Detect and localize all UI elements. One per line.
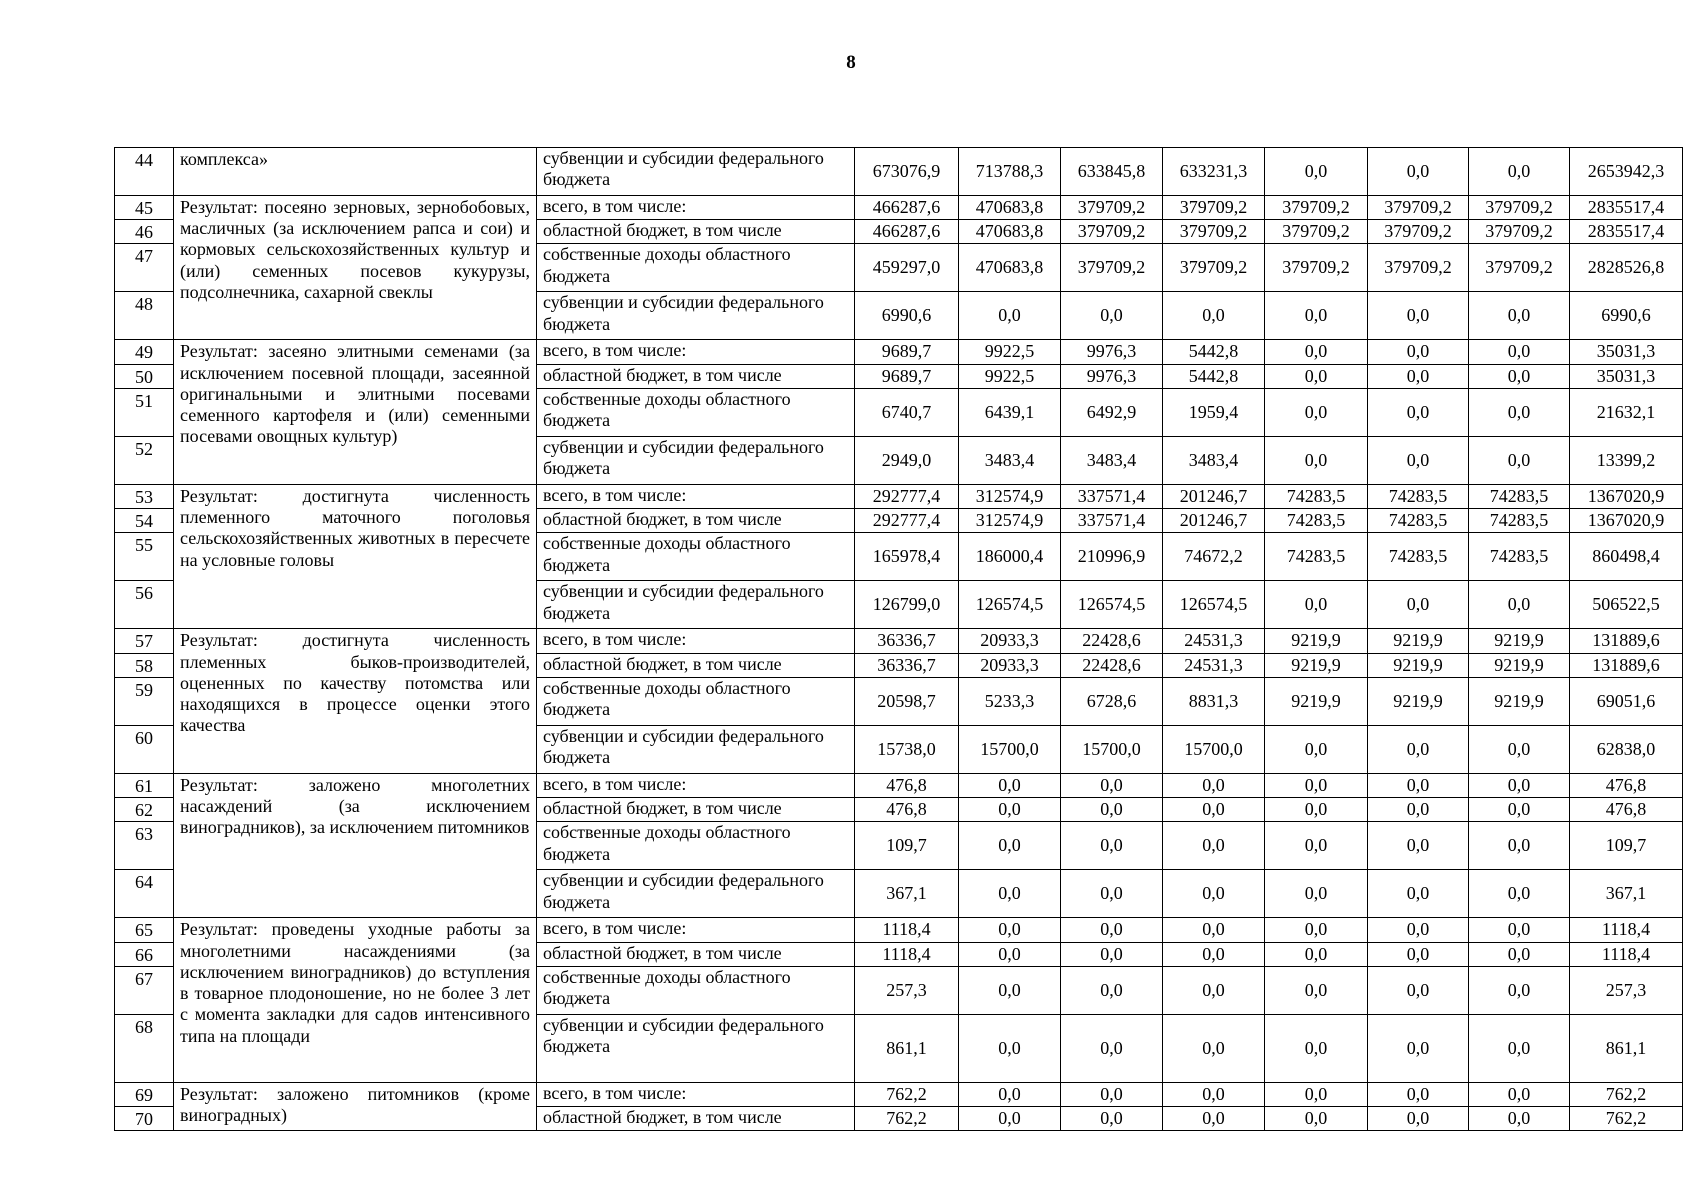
year-value: 74283,5: [1469, 533, 1570, 581]
year-value: 0,0: [959, 918, 1061, 942]
total-value: 860498,4: [1570, 533, 1683, 581]
year-value: 0,0: [1163, 1014, 1265, 1082]
year-value: 673076,9: [855, 148, 959, 196]
total-value: 1367020,9: [1570, 484, 1683, 508]
year-value: 6492,9: [1061, 388, 1163, 436]
year-value: 15700,0: [1163, 725, 1265, 773]
year-value: 3483,4: [959, 436, 1061, 484]
year-value: 9219,9: [1469, 629, 1570, 653]
funding-source: областной бюджет, в том числе: [537, 653, 855, 677]
year-value: 379709,2: [1469, 196, 1570, 220]
year-value: 0,0: [1265, 966, 1368, 1014]
year-value: 0,0: [1469, 1014, 1570, 1082]
total-value: 109,7: [1570, 822, 1683, 870]
total-value: 35031,3: [1570, 364, 1683, 388]
total-value: 762,2: [1570, 1107, 1683, 1131]
year-value: 466287,6: [855, 196, 959, 220]
year-value: 9922,5: [959, 340, 1061, 364]
year-value: 0,0: [1368, 725, 1469, 773]
year-value: 1959,4: [1163, 388, 1265, 436]
year-value: 0,0: [1469, 822, 1570, 870]
funding-source: собственные доходы областного бюджета: [537, 822, 855, 870]
year-value: 337571,4: [1061, 484, 1163, 508]
funding-source: областной бюджет, в том числе: [537, 364, 855, 388]
year-value: 0,0: [1265, 436, 1368, 484]
year-value: 9689,7: [855, 340, 959, 364]
row-number: 62: [115, 798, 174, 822]
year-value: 74283,5: [1265, 509, 1368, 533]
total-value: 2835517,4: [1570, 220, 1683, 244]
row-number: 54: [115, 509, 174, 533]
funding-source: субвенции и субсидии федерального бюджета: [537, 581, 855, 629]
year-value: 1118,4: [855, 918, 959, 942]
funding-source: всего, в том числе:: [537, 196, 855, 220]
year-value: 0,0: [1265, 340, 1368, 364]
row-number: 60: [115, 725, 174, 773]
year-value: 633231,3: [1163, 148, 1265, 196]
year-value: 0,0: [959, 773, 1061, 797]
funding-source: субвенции и субсидии федерального бюджета: [537, 148, 855, 196]
total-value: 13399,2: [1570, 436, 1683, 484]
funding-source: субвенции и субсидии федерального бюджета: [537, 1014, 855, 1082]
year-value: 74283,5: [1469, 509, 1570, 533]
total-value: 62838,0: [1570, 725, 1683, 773]
year-value: 0,0: [1368, 798, 1469, 822]
year-value: 0,0: [1469, 773, 1570, 797]
year-value: 466287,6: [855, 220, 959, 244]
year-value: 470683,8: [959, 244, 1061, 292]
year-value: 0,0: [1469, 148, 1570, 196]
year-value: 0,0: [959, 1082, 1061, 1106]
year-value: 0,0: [1061, 1082, 1163, 1106]
row-number: 56: [115, 581, 174, 629]
year-value: 0,0: [1061, 292, 1163, 340]
year-value: 15700,0: [1061, 725, 1163, 773]
year-value: 861,1: [855, 1014, 959, 1082]
year-value: 0,0: [1368, 1014, 1469, 1082]
total-value: 762,2: [1570, 1082, 1683, 1106]
table-row: [115, 1082, 1683, 1106]
row-number: 69: [115, 1082, 174, 1106]
result-description: Результат: заложено питомников (кроме виноградных): [174, 1082, 537, 1130]
row-number: 46: [115, 220, 174, 244]
year-value: 0,0: [1469, 870, 1570, 918]
year-value: 0,0: [1061, 798, 1163, 822]
total-value: 131889,6: [1570, 629, 1683, 653]
year-value: 0,0: [1163, 942, 1265, 966]
year-value: 257,3: [855, 966, 959, 1014]
year-value: 0,0: [1163, 773, 1265, 797]
year-value: 367,1: [855, 870, 959, 918]
row-number: 45: [115, 196, 174, 220]
year-value: 379709,2: [1163, 196, 1265, 220]
year-value: 0,0: [959, 292, 1061, 340]
year-value: 0,0: [1368, 822, 1469, 870]
year-value: 0,0: [1265, 1082, 1368, 1106]
year-value: 292777,4: [855, 509, 959, 533]
year-value: 0,0: [1265, 364, 1368, 388]
row-number: 66: [115, 942, 174, 966]
funding-source: областной бюджет, в том числе: [537, 798, 855, 822]
year-value: 126574,5: [959, 581, 1061, 629]
year-value: 0,0: [1368, 436, 1469, 484]
year-value: 312574,9: [959, 509, 1061, 533]
year-value: 379709,2: [1368, 220, 1469, 244]
table-row: [115, 148, 1683, 196]
row-number: 47: [115, 244, 174, 292]
year-value: 3483,4: [1163, 436, 1265, 484]
year-value: 9976,3: [1061, 340, 1163, 364]
year-value: 201246,7: [1163, 484, 1265, 508]
year-value: 379709,2: [1265, 244, 1368, 292]
table-row: [115, 196, 1683, 220]
result-description: Результат: достигнута численность племенного маточного поголовья сельскохозяйственных животных в пересчете на условные головы: [174, 484, 537, 628]
funding-source: собственные доходы областного бюджета: [537, 966, 855, 1014]
funding-source: областной бюджет, в том числе: [537, 220, 855, 244]
year-value: 74283,5: [1265, 533, 1368, 581]
year-value: 0,0: [1265, 292, 1368, 340]
year-value: 0,0: [1061, 773, 1163, 797]
year-value: 0,0: [1061, 1107, 1163, 1131]
row-number: 68: [115, 1014, 174, 1082]
table-row: [115, 773, 1683, 797]
year-value: 379709,2: [1061, 244, 1163, 292]
year-value: 24531,3: [1163, 653, 1265, 677]
row-number: 49: [115, 340, 174, 364]
result-description: Результат: проведены уходные работы за многолетними насаждениями (за исключением виноградников) до вступления в товарное плодоношение, но не более 3 лет с момента закладки для садов интенсивного типа на площади: [174, 918, 537, 1082]
year-value: 1118,4: [855, 942, 959, 966]
year-value: 74283,5: [1265, 484, 1368, 508]
year-value: 0,0: [1368, 966, 1469, 1014]
year-value: 9689,7: [855, 364, 959, 388]
budget-table: [114, 147, 1683, 1131]
year-value: 5442,8: [1163, 364, 1265, 388]
year-value: 0,0: [1163, 1107, 1265, 1131]
year-value: 5233,3: [959, 677, 1061, 725]
funding-source: всего, в том числе:: [537, 1082, 855, 1106]
year-value: 74283,5: [1368, 484, 1469, 508]
year-value: 9219,9: [1368, 677, 1469, 725]
year-value: 0,0: [1265, 1107, 1368, 1131]
total-value: 21632,1: [1570, 388, 1683, 436]
funding-source: областной бюджет, в том числе: [537, 509, 855, 533]
year-value: 0,0: [1265, 942, 1368, 966]
row-number: 53: [115, 484, 174, 508]
total-value: 6990,6: [1570, 292, 1683, 340]
year-value: 0,0: [1368, 870, 1469, 918]
funding-source: собственные доходы областного бюджета: [537, 677, 855, 725]
row-number: 65: [115, 918, 174, 942]
year-value: 0,0: [1061, 870, 1163, 918]
year-value: 0,0: [1061, 966, 1163, 1014]
year-value: 0,0: [1469, 436, 1570, 484]
year-value: 3483,4: [1061, 436, 1163, 484]
year-value: 9219,9: [1368, 653, 1469, 677]
year-value: 0,0: [959, 870, 1061, 918]
year-value: 186000,4: [959, 533, 1061, 581]
year-value: 0,0: [1368, 773, 1469, 797]
year-value: 15700,0: [959, 725, 1061, 773]
row-number: 57: [115, 629, 174, 653]
year-value: 210996,9: [1061, 533, 1163, 581]
total-value: 131889,6: [1570, 653, 1683, 677]
year-value: 0,0: [1469, 292, 1570, 340]
total-value: 506522,5: [1570, 581, 1683, 629]
year-value: 0,0: [959, 822, 1061, 870]
total-value: 2828526,8: [1570, 244, 1683, 292]
year-value: 0,0: [1163, 918, 1265, 942]
table-row: [115, 484, 1683, 508]
year-value: 476,8: [855, 773, 959, 797]
year-value: 0,0: [1368, 1082, 1469, 1106]
year-value: 6439,1: [959, 388, 1061, 436]
year-value: 0,0: [959, 966, 1061, 1014]
row-number: 59: [115, 677, 174, 725]
row-number: 44: [115, 148, 174, 196]
year-value: 0,0: [1163, 870, 1265, 918]
year-value: 20598,7: [855, 677, 959, 725]
year-value: 379709,2: [1368, 244, 1469, 292]
year-value: 0,0: [1469, 725, 1570, 773]
year-value: 0,0: [959, 1014, 1061, 1082]
total-value: 476,8: [1570, 798, 1683, 822]
year-value: 126574,5: [1163, 581, 1265, 629]
funding-source: областной бюджет, в том числе: [537, 1107, 855, 1131]
year-value: 20933,3: [959, 629, 1061, 653]
result-description: Результат: засеяно элитными семенами (за исключением посевной площади, засеянной оригинальными и элитными посевами семенного картофеля и (или) семенными посевами овощных культур): [174, 340, 537, 484]
total-value: 2653942,3: [1570, 148, 1683, 196]
year-value: 0,0: [1368, 942, 1469, 966]
result-description: Результат: заложено многолетних насаждений (за исключением виноградников), за исключением питомников: [174, 773, 537, 917]
year-value: 0,0: [959, 798, 1061, 822]
total-value: 35031,3: [1570, 340, 1683, 364]
table-row: [115, 340, 1683, 364]
year-value: 379709,2: [1368, 196, 1469, 220]
funding-source: субвенции и субсидии федерального бюджета: [537, 436, 855, 484]
year-value: 0,0: [1469, 966, 1570, 1014]
funding-source: всего, в том числе:: [537, 484, 855, 508]
year-value: 20933,3: [959, 653, 1061, 677]
year-value: 379709,2: [1469, 244, 1570, 292]
year-value: 633845,8: [1061, 148, 1163, 196]
year-value: 0,0: [959, 1107, 1061, 1131]
year-value: 0,0: [1368, 581, 1469, 629]
year-value: 713788,3: [959, 148, 1061, 196]
total-value: 861,1: [1570, 1014, 1683, 1082]
row-number: 70: [115, 1107, 174, 1131]
year-value: 74283,5: [1368, 533, 1469, 581]
year-value: 0,0: [1265, 388, 1368, 436]
total-value: 1118,4: [1570, 942, 1683, 966]
row-number: 58: [115, 653, 174, 677]
year-value: 379709,2: [1061, 220, 1163, 244]
year-value: 379709,2: [1265, 220, 1368, 244]
year-value: 0,0: [1469, 798, 1570, 822]
year-value: 165978,4: [855, 533, 959, 581]
year-value: 0,0: [1265, 725, 1368, 773]
year-value: 0,0: [1469, 1082, 1570, 1106]
year-value: 0,0: [1163, 292, 1265, 340]
year-value: 762,2: [855, 1107, 959, 1131]
year-value: 9219,9: [1469, 653, 1570, 677]
year-value: 0,0: [1061, 942, 1163, 966]
year-value: 24531,3: [1163, 629, 1265, 653]
year-value: 0,0: [1163, 822, 1265, 870]
year-value: 109,7: [855, 822, 959, 870]
row-number: 64: [115, 870, 174, 918]
row-number: 48: [115, 292, 174, 340]
year-value: 74672,2: [1163, 533, 1265, 581]
year-value: 15738,0: [855, 725, 959, 773]
year-value: 9219,9: [1469, 677, 1570, 725]
year-value: 0,0: [1265, 822, 1368, 870]
row-number: 52: [115, 436, 174, 484]
year-value: 6990,6: [855, 292, 959, 340]
result-description: комплекса»: [174, 148, 537, 196]
total-value: 2835517,4: [1570, 196, 1683, 220]
funding-source: субвенции и субсидии федерального бюджета: [537, 725, 855, 773]
year-value: 2949,0: [855, 436, 959, 484]
total-value: 69051,6: [1570, 677, 1683, 725]
year-value: 0,0: [1368, 292, 1469, 340]
year-value: 9976,3: [1061, 364, 1163, 388]
funding-source: всего, в том числе:: [537, 629, 855, 653]
year-value: 8831,3: [1163, 677, 1265, 725]
row-number: 51: [115, 388, 174, 436]
year-value: 0,0: [1368, 388, 1469, 436]
year-value: 0,0: [1163, 798, 1265, 822]
total-value: 1367020,9: [1570, 509, 1683, 533]
year-value: 0,0: [1265, 148, 1368, 196]
year-value: 0,0: [1061, 1014, 1163, 1082]
year-value: 22428,6: [1061, 629, 1163, 653]
funding-source: всего, в том числе:: [537, 340, 855, 364]
year-value: 0,0: [1469, 1107, 1570, 1131]
year-value: 0,0: [1368, 148, 1469, 196]
year-value: 9922,5: [959, 364, 1061, 388]
year-value: 0,0: [959, 942, 1061, 966]
year-value: 201246,7: [1163, 509, 1265, 533]
row-number: 61: [115, 773, 174, 797]
row-number: 67: [115, 966, 174, 1014]
year-value: 0,0: [1061, 822, 1163, 870]
year-value: 9219,9: [1265, 677, 1368, 725]
year-value: 126799,0: [855, 581, 959, 629]
year-value: 5442,8: [1163, 340, 1265, 364]
year-value: 312574,9: [959, 484, 1061, 508]
table-row: [115, 629, 1683, 653]
row-number: 63: [115, 822, 174, 870]
total-value: 1118,4: [1570, 918, 1683, 942]
table-row: [115, 918, 1683, 942]
year-value: 379709,2: [1163, 220, 1265, 244]
year-value: 9219,9: [1368, 629, 1469, 653]
year-value: 762,2: [855, 1082, 959, 1106]
table-body: [115, 148, 1683, 1131]
year-value: 36336,7: [855, 629, 959, 653]
year-value: 74283,5: [1368, 509, 1469, 533]
year-value: 6740,7: [855, 388, 959, 436]
year-value: 9219,9: [1265, 653, 1368, 677]
year-value: 0,0: [1265, 773, 1368, 797]
year-value: 470683,8: [959, 196, 1061, 220]
year-value: 0,0: [1163, 1082, 1265, 1106]
year-value: 0,0: [1163, 966, 1265, 1014]
year-value: 292777,4: [855, 484, 959, 508]
year-value: 0,0: [1265, 581, 1368, 629]
year-value: 36336,7: [855, 653, 959, 677]
year-value: 0,0: [1469, 364, 1570, 388]
year-value: 22428,6: [1061, 653, 1163, 677]
year-value: 476,8: [855, 798, 959, 822]
year-value: 0,0: [1265, 1014, 1368, 1082]
funding-source: субвенции и субсидии федерального бюджета: [537, 292, 855, 340]
year-value: 0,0: [1368, 1107, 1469, 1131]
year-value: 379709,2: [1061, 196, 1163, 220]
year-value: 0,0: [1061, 918, 1163, 942]
funding-source: областной бюджет, в том числе: [537, 942, 855, 966]
funding-source: собственные доходы областного бюджета: [537, 388, 855, 436]
year-value: 9219,9: [1265, 629, 1368, 653]
year-value: 0,0: [1368, 340, 1469, 364]
year-value: 0,0: [1469, 388, 1570, 436]
year-value: 337571,4: [1061, 509, 1163, 533]
year-value: 0,0: [1368, 918, 1469, 942]
year-value: 126574,5: [1061, 581, 1163, 629]
funding-source: субвенции и субсидии федерального бюджета: [537, 870, 855, 918]
row-number: 50: [115, 364, 174, 388]
result-description: Результат: достигнута численность племенных быков-производителей, оцененных по качеству потомства или находящихся в процессе оценки этого качества: [174, 629, 537, 773]
result-description: Результат: посеяно зерновых, зернобобовых, масличных (за исключением рапса и сои) и кормовых сельскохозяйственных культур и (или) семенных посевов кукурузы, подсолнечника, сахарной свеклы: [174, 196, 537, 340]
year-value: 379709,2: [1163, 244, 1265, 292]
funding-source: собственные доходы областного бюджета: [537, 533, 855, 581]
funding-source: всего, в том числе:: [537, 773, 855, 797]
year-value: 459297,0: [855, 244, 959, 292]
total-value: 367,1: [1570, 870, 1683, 918]
year-value: 0,0: [1265, 918, 1368, 942]
year-value: 0,0: [1265, 870, 1368, 918]
year-value: 0,0: [1469, 918, 1570, 942]
year-value: 379709,2: [1469, 220, 1570, 244]
total-value: 257,3: [1570, 966, 1683, 1014]
year-value: 0,0: [1469, 581, 1570, 629]
year-value: 0,0: [1469, 340, 1570, 364]
total-value: 476,8: [1570, 773, 1683, 797]
row-number: 55: [115, 533, 174, 581]
year-value: 6728,6: [1061, 677, 1163, 725]
year-value: 0,0: [1265, 798, 1368, 822]
year-value: 379709,2: [1265, 196, 1368, 220]
year-value: 0,0: [1368, 364, 1469, 388]
year-value: 0,0: [1469, 942, 1570, 966]
funding-source: всего, в том числе:: [537, 918, 855, 942]
year-value: 470683,8: [959, 220, 1061, 244]
page-number: 8: [846, 52, 856, 73]
year-value: 74283,5: [1469, 484, 1570, 508]
funding-source: собственные доходы областного бюджета: [537, 244, 855, 292]
